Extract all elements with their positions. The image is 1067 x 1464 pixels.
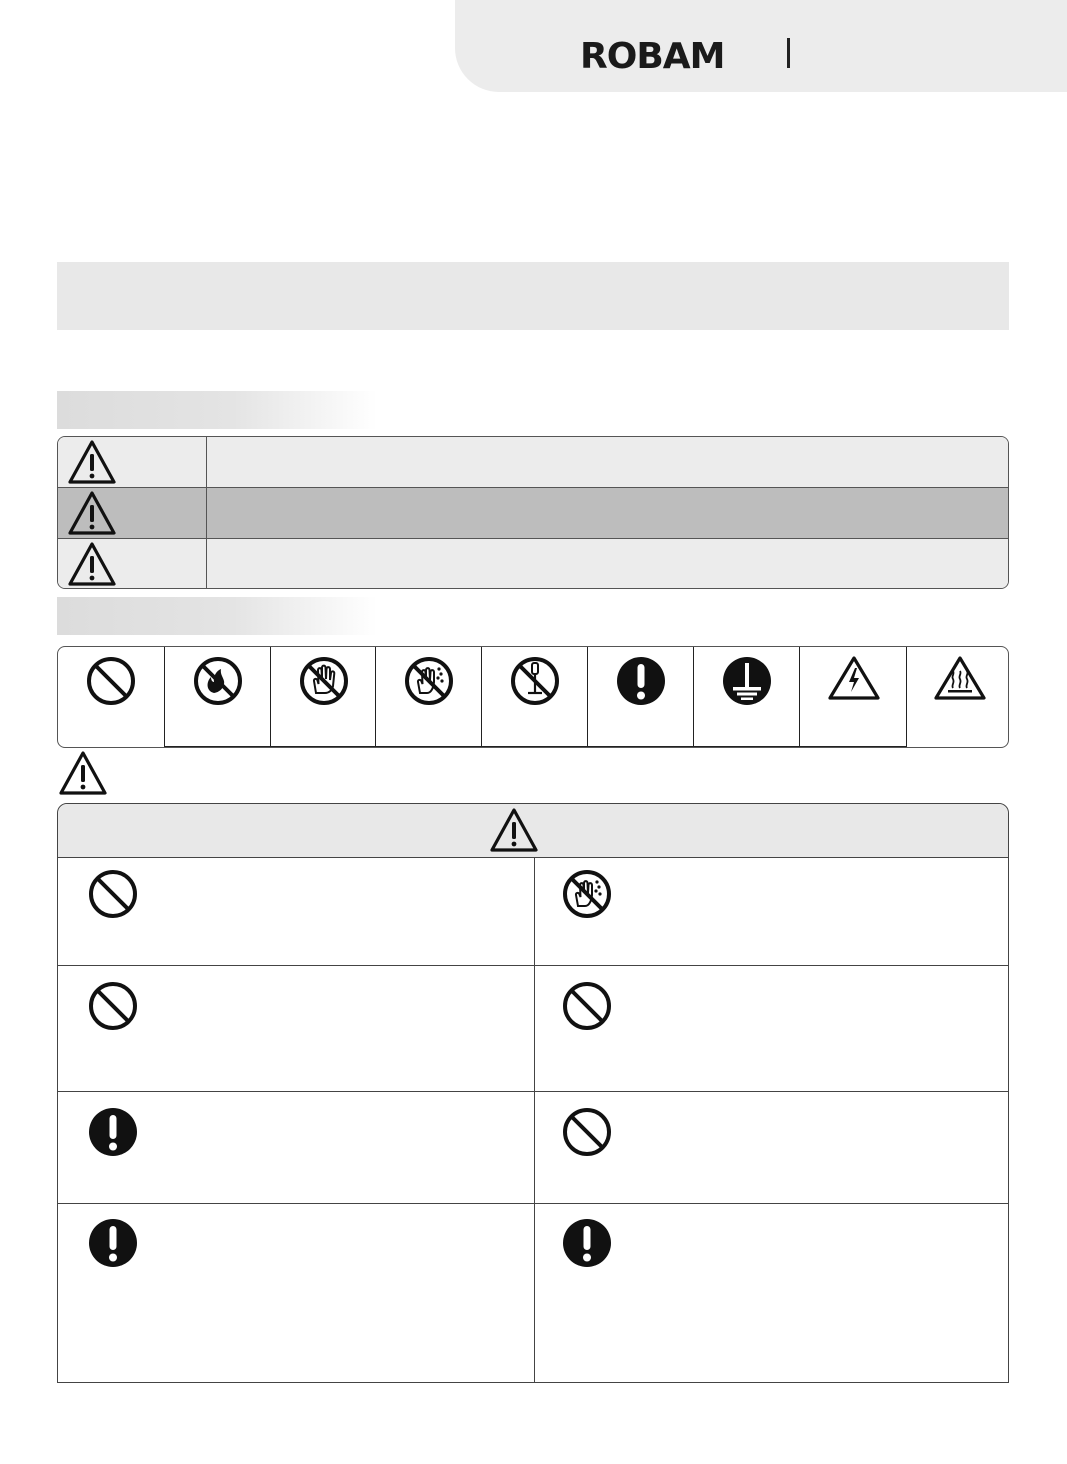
brand-text: ROBAM [580, 36, 725, 72]
do-not-disassemble-icon [509, 655, 561, 707]
level-row-1 [58, 437, 1008, 487]
logo-separator [787, 38, 790, 68]
electric-shock-warning-icon [827, 655, 881, 701]
intro-banner [57, 262, 1009, 330]
level-row-3 [58, 539, 1008, 589]
mandatory-action-icon [87, 1217, 139, 1269]
ground-connection-icon [721, 655, 773, 707]
symbol-cell [481, 647, 588, 747]
level-icon-cell [58, 437, 207, 487]
symbol-cell [906, 647, 1012, 747]
warning-table-header [58, 804, 1008, 858]
level-icon-cell [58, 539, 207, 589]
mandatory-action-icon [561, 1217, 613, 1269]
no-wet-hands-icon [561, 868, 613, 920]
prohibited-icon [561, 980, 613, 1032]
do-not-touch-icon [298, 655, 350, 707]
symbol-legend [57, 646, 1009, 748]
row-divider [58, 965, 1008, 966]
warning-triangle-icon [66, 490, 118, 536]
mandatory-action-icon [615, 655, 667, 707]
warning-triangle-icon [66, 439, 118, 485]
robam-logo [580, 36, 752, 72]
no-open-flame-icon [192, 655, 244, 707]
safety-level-table [57, 436, 1009, 589]
symbol-cell [58, 647, 164, 747]
mandatory-action-icon [87, 1106, 139, 1158]
column-divider [534, 858, 535, 1382]
symbol-cell [375, 647, 482, 747]
prohibited-icon [87, 980, 139, 1032]
warning-table [57, 803, 1009, 1383]
section-heading-safety-levels [57, 391, 377, 429]
hot-surface-warning-icon [933, 655, 987, 701]
symbol-cell [799, 647, 907, 747]
level-row-2 [58, 488, 1008, 538]
no-wet-hands-icon [403, 655, 455, 707]
warning-triangle-icon [66, 541, 118, 587]
prohibited-icon [561, 1106, 613, 1158]
symbol-cell [270, 647, 377, 747]
prohibited-icon [87, 868, 139, 920]
symbol-cell [164, 647, 271, 747]
row-divider [58, 1091, 1008, 1092]
warning-triangle-icon [57, 750, 109, 796]
prohibited-icon [85, 655, 137, 707]
header-tab [455, 0, 1067, 92]
level-icon-cell [58, 488, 207, 538]
row-divider [58, 1203, 1008, 1204]
warning-triangle-icon [488, 807, 540, 853]
symbol-cell [587, 647, 694, 747]
section-heading-symbols [57, 597, 377, 635]
symbol-cell [693, 647, 800, 747]
